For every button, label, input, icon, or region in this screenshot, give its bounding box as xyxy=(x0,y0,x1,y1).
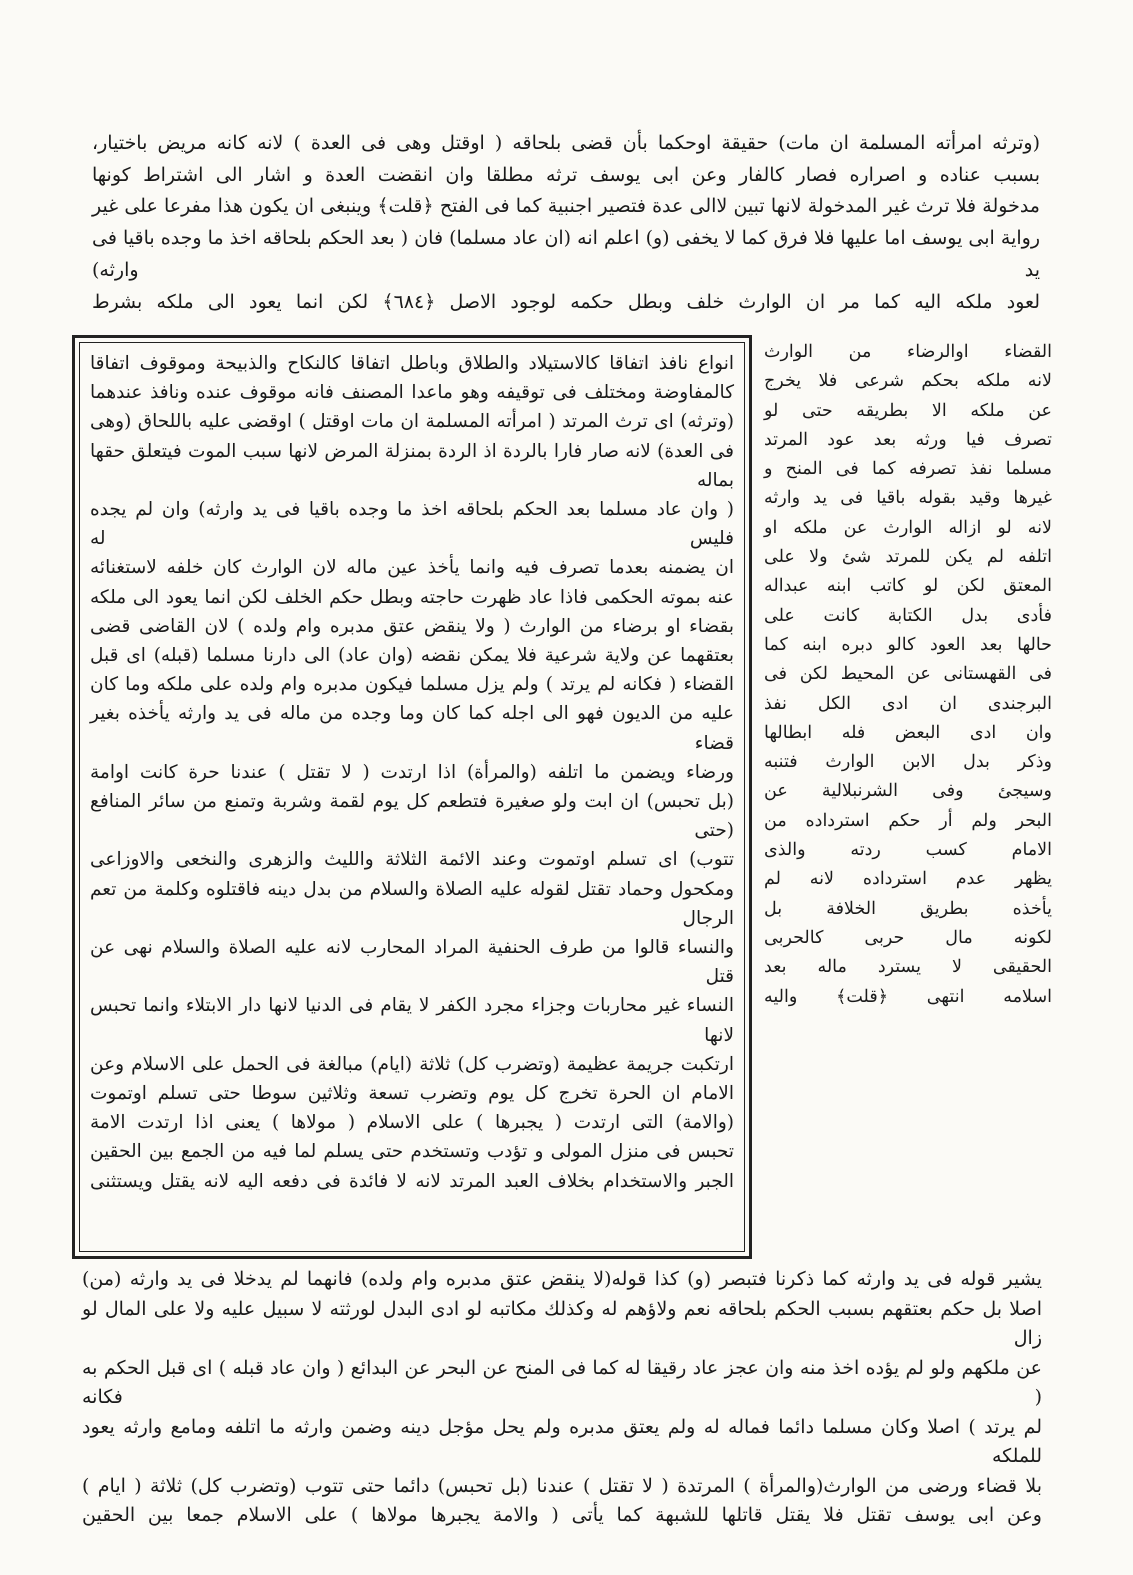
text-line: الجبر والاستخدام بخلاف العبد المرتد لانه لا فائدة فى دفعه اليه لانه يقتل ويستثنى xyxy=(90,1170,734,1192)
text-line: (وترثه) اى ترث المرتد ( امرأته المسلمة ان مات اوقتل ) اوقضى عليه باللحاق (وهى xyxy=(90,411,734,433)
text-line: تحبس فى منزل المولى و تؤدب وتستخدم حتى يسلم لما فيه من الجمع بين الحقين xyxy=(90,1141,734,1163)
text-line: لكونه مال حربى كالحربى xyxy=(764,927,1052,948)
text-line: تصرف فيا ورثه بعد عود المرتد xyxy=(764,429,1052,450)
text-line: ومكحول وحماد تقتل لقوله عليه الصلاة والسلام من بدل دينه فاقتلوه وكلمة من تعم الرجال xyxy=(90,878,734,929)
text-line: بسبب عناده و اصراره فصار كالفار وعن ابى يوسف ترثه مطلقا وان انقضت العدة و اشار الى اشتراط كونها xyxy=(92,163,1040,186)
text-line: وان ادى البعض فله ابطالها xyxy=(764,722,1052,743)
text-line: القضاء اوالرضاء من الوارث xyxy=(764,342,1052,362)
text-line: (وترثه امرأته المسلمة ان مات) حقيقة اوحكما بأن قضى بلحاقه ( اوقتل وهى فى العدة ) لانه كانه مريض باختيار، xyxy=(92,132,1040,154)
framed-commentary-text xyxy=(90,349,734,1196)
text-line: مسلما نفذ تصرفه كما فى المنح و xyxy=(764,459,1052,480)
text-line: ( وان عاد مسلما بعد الحكم بلحاقه اخذ ما وجده باقيا فى يد وارثه) وان لم يجده فليس له xyxy=(90,499,734,550)
text-line: اتلفه لم يكن للمرتد شئ ولا على xyxy=(764,547,1052,568)
text-line: كالمفاوضة ومختلف فى توقيفه وهو ماعدا المصنف فانه موقوف عنده ونافذ عندهما xyxy=(90,382,734,404)
text-line: يظهر عدم استرداده لانه لم xyxy=(764,869,1052,890)
text-line: اصلا بل حكم بعتقهم بسبب الحكم بلحاقه نعم ولاؤهم له وكذلك مكاتبه لو ادى البدل لورثته لا سبيل عليه ولا على المال لو زال xyxy=(82,1297,1042,1349)
main-text-top xyxy=(92,128,1040,318)
text-line: رواية ابى يوسف اما عليها فلا فرق كما لا يخفى (و) اعلم انه (ان عاد مسلما) فان ( بعد الحكم بلحاقه اخذ ما وجده باقيا فى يد وارثه) xyxy=(92,227,1040,281)
text-line: لعود ملكه اليه كما مر ان الوارث خلف وبطل حكمه لوجود الاصل ﴿٦٨٤﴾ لكن انما يعود الى ملكه بشرط xyxy=(92,290,1040,313)
text-line: يشير قوله فى يد وارثه كما ذكرنا فتبصر (و) كذا قوله(لا ينقض عتق مدبره وام ولده) فانهما لم يدخلا فى يد وارثه (من) xyxy=(82,1268,1042,1290)
framed-commentary-box xyxy=(72,335,752,1259)
text-line: انواع نافذ اتفاقا كالاستيلاد والطلاق وباطل اتفاقا كالنكاح والذبيحة وموقوف اتفاقا xyxy=(90,353,734,374)
text-line: البرجندى ان ادى الكل نفذ xyxy=(764,693,1052,714)
main-text-bottom xyxy=(82,1265,1042,1531)
text-line: غيرها وقيد بقوله باقيا فى يد وارثه xyxy=(764,488,1052,509)
text-line: لانه ملكه بحكم شرعى فلا يخرج xyxy=(764,371,1052,392)
text-line: وعن ابى يوسف تقتل فلا يقتل قاتلها للشبهة كما يأتى ( والامة يجبرها مولاها ) على الاسلام جمعا بين الحقين xyxy=(82,1504,1042,1526)
text-line: فى العدة) لانه صار فارا بالردة اذ الردة بمنزلة المرض لانها سبب الموت فيتعلق حقها بماله xyxy=(90,440,734,491)
text-line: تتوب) اى تسلم اوتموت وعند الائمة الثلاثة والليث والزهرى والنخعى والاوزاعى xyxy=(90,849,734,871)
text-line: وسيجئ وفى الشرنبلالية عن xyxy=(764,781,1052,802)
text-line: ان يضمنه بعدما تصرف فيه وانما يأخذ عين ماله لان الوارث كان خلفه لاستغنائه xyxy=(90,557,734,579)
text-line: المعتق لكن لو كاتب ابنه عبداله xyxy=(764,576,1052,597)
text-line: عن ملكهم ولو لم يؤده اخذ منه وان عجز عاد رقيقا له كما فى المنح عن البحر عن البدائع ( وان عاد قبله ) اى قبل الحكم به ( فكانه xyxy=(82,1356,1042,1408)
text-line: القضاء ( فكانه لم يرتد ) ولم يزل مسلما فيكون مدبره وام ولده على ملكه وما كان xyxy=(90,674,734,696)
text-line: البحر ولم أر حكم استرداده من xyxy=(764,810,1052,831)
text-line: فى القهستانى عن المحيط لكن فى xyxy=(764,664,1052,685)
text-line: عن ملكه الا بطريقه حتى لو xyxy=(764,400,1052,421)
text-line: لانه لو ازاله الوارث عن ملكه او xyxy=(764,517,1052,538)
text-line: ورضاء ويضمن ما اتلفه (والمرأة) اذا ارتدت ( لا تقتل ) عندنا حرة كانت اوامة xyxy=(90,761,734,783)
text-line: بقضاء او برضاء من الوارث ( ولا ينقض عتق مدبره وام ولده ) لان القاضى قضى xyxy=(90,615,734,637)
text-line: الامام ان الحرة تخرج كل يوم وتضرب تسعة وثلاثين سوطا حتى تسلم اوتموت xyxy=(90,1083,734,1105)
text-line: والنساء قالوا من طرف الحنفية المراد المحارب لانه عليه الصلاة والسلام نهى عن قتل xyxy=(90,937,734,988)
text-line: الحقيقى لا يسترد ماله بعد xyxy=(764,957,1052,978)
text-line: لم يرتد ) اصلا وكان مسلما دائما فماله له ولم يعتق مدبره ولم يحل مؤجل دينه وضمن وارثه ما اتلفه ومامع وارثه يعود للملكه xyxy=(82,1415,1042,1467)
text-line: بلا قضاء ورضى من الوارث(والمرأة ) المرتدة ( لا تقتل ) عندنا (بل تحبس) دائما حتى تتوب (وتضرب كل) ثلاثة ( ايام ) xyxy=(82,1474,1042,1497)
text-line: مدخولة فلا ترث غير المدخولة لانها تبين لاالى عدة فتصير اجنبية كما فى الفتح ﴿قلت﴾ وينبغى ان يكون هذا مفرعا على غير xyxy=(92,195,1040,218)
margin-commentary xyxy=(764,338,1052,1012)
text-line: عنه بموته الحكمى فاذا عاد ظهرت حاجته وبطل حكم الخلف لكن انما يعود الى ملكه xyxy=(90,586,734,608)
text-line: ارتكبت جريمة عظيمة (وتضرب كل) ثلاثة (ايام) مبالغة فى الحمل على الاسلام وعن xyxy=(90,1053,734,1075)
text-line: فأدى بدل الكتابة كانت على xyxy=(764,605,1052,626)
text-line: (والامة) التى ارتدت ( يجبرها ) على الاسلام ( مولاها ) يعنى اذا ارتدت الامة xyxy=(90,1112,734,1134)
text-line: عليه من الديون فهو الى اجله كما كان وما وجده من ماله فى يد وارثه يأخذه بغير قضاء xyxy=(90,703,734,754)
text-line: اسلامه انتهى ﴿قلت﴾ واليه xyxy=(764,986,1052,1007)
text-line: (بل تحبس) ان ابت ولو صغيرة فتطعم كل يوم لقمة وشربة وتمنع من سائر المنافع (حتى xyxy=(90,791,734,842)
text-line: حالها بعد العود كالو دبره ابنه كما xyxy=(764,634,1052,655)
text-line: بعتقهما عن ولاية شرعية فلا يمكن نقضه (وان عاد) الى دارنا مسلما (قبله) اى قبل xyxy=(90,645,734,667)
text-line: الامام كسب ردته والذى xyxy=(764,840,1052,861)
text-line: وذكر بدل الابن الوارث فتنبه xyxy=(764,752,1052,773)
framed-commentary-inner xyxy=(79,342,745,1252)
text-line: النساء غير محاربات وجزاء مجرد الكفر لا يقام فى الدنيا لانها دار الابتلاء وانما تحبس لانها xyxy=(90,995,734,1046)
text-line: يأخذه بطريق الخلافة بل xyxy=(764,898,1052,919)
